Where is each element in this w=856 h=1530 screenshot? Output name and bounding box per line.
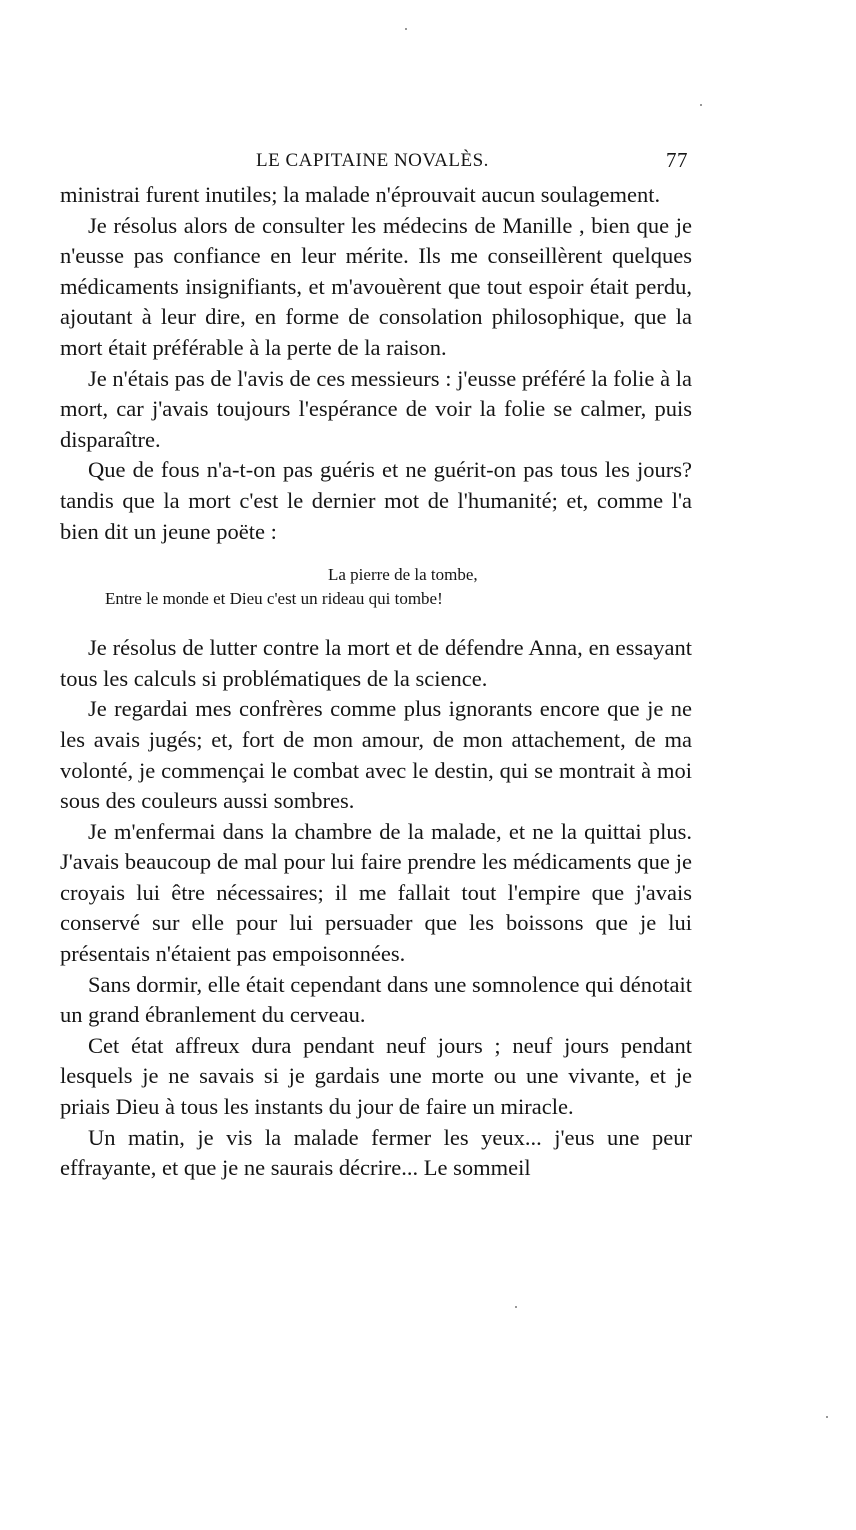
paragraph: Que de fous n'a-t-on pas guéris et ne guérit-on pas tous les jours? tandis que la mort c'est le dernier mot de l'humanité; et, comme l'a bien dit un jeune poëte :: [60, 457, 692, 544]
paragraph: Je n'étais pas de l'avis de ces messieurs : j'eusse préféré la folie à la mort, car j'avais toujours l'espérance de voir la folie se calmer, puis disparaître.: [60, 365, 692, 452]
page-number: 77: [666, 148, 688, 172]
paper-speck: [515, 1306, 517, 1308]
paragraph: Je résolus alors de consulter les médecins de Manille , bien que je n'eusse pas confiance en leur mérite. Ils me conseillèrent quelques médicaments insignifiants, et m'avouèrent que tout espoir était perdu, ajoutant à leur dire, en forme de consolation philosophique, que la mort était préférable à la perte de la raison.: [60, 212, 692, 360]
paragraph: Je m'enfermai dans la chambre de la malade, et ne la quittai plus. J'avais beaucoup de mal pour lui faire prendre les médicaments que je croyais lui être nécessaires; il me fallait tout l'empire que j'avais conservé sur elle pour lui persuader que les boissons que je lui présentais n'étaient pas empoisonnées.: [60, 818, 692, 967]
paper-speck: [826, 1416, 828, 1418]
verse-line: La pierre de la tombe,: [328, 565, 478, 585]
book-page: [60, 146, 692, 1184]
verse-line: Entre le monde et Dieu c'est un rideau qui tombe!: [105, 589, 443, 609]
verse-quote: [60, 563, 692, 611]
running-head: [60, 146, 692, 180]
paragraph: ministrai furent inutiles; la malade n'éprouvait aucun soulagement.: [60, 182, 661, 207]
running-title: LE CAPITAINE NOVALÈS.: [256, 150, 489, 171]
paragraph: Cet état affreux dura pendant neuf jours ; neuf jours pendant lesquels je ne savais si je gardais une morte ou une vivante, et je priais Dieu à tous les instants du jour de faire un miracle.: [60, 1032, 692, 1120]
paragraph: Un matin, je vis la malade fermer les yeux... j'eus une peur effrayante, et que je ne saurais décrire... Le sommeil: [60, 1124, 692, 1181]
paragraph: Je résolus de lutter contre la mort et de défendre Anna, en essayant tous les calculs si problématiques de la science.: [60, 635, 692, 691]
paper-speck: [405, 28, 407, 30]
paragraph: Sans dormir, elle était cependant dans une somnolence qui dénotait un grand ébranlement du cerveau.: [60, 971, 692, 1028]
body-text: [60, 180, 692, 1184]
paragraph: Je regardai mes confrères comme plus ignorants encore que je ne les avais jugés; et, fort de mon amour, de mon attachement, de ma volonté, je commençai le combat avec le destin, qui se montrait à moi sous des couleurs aussi sombres.: [60, 696, 692, 814]
paper-speck: [700, 104, 702, 106]
